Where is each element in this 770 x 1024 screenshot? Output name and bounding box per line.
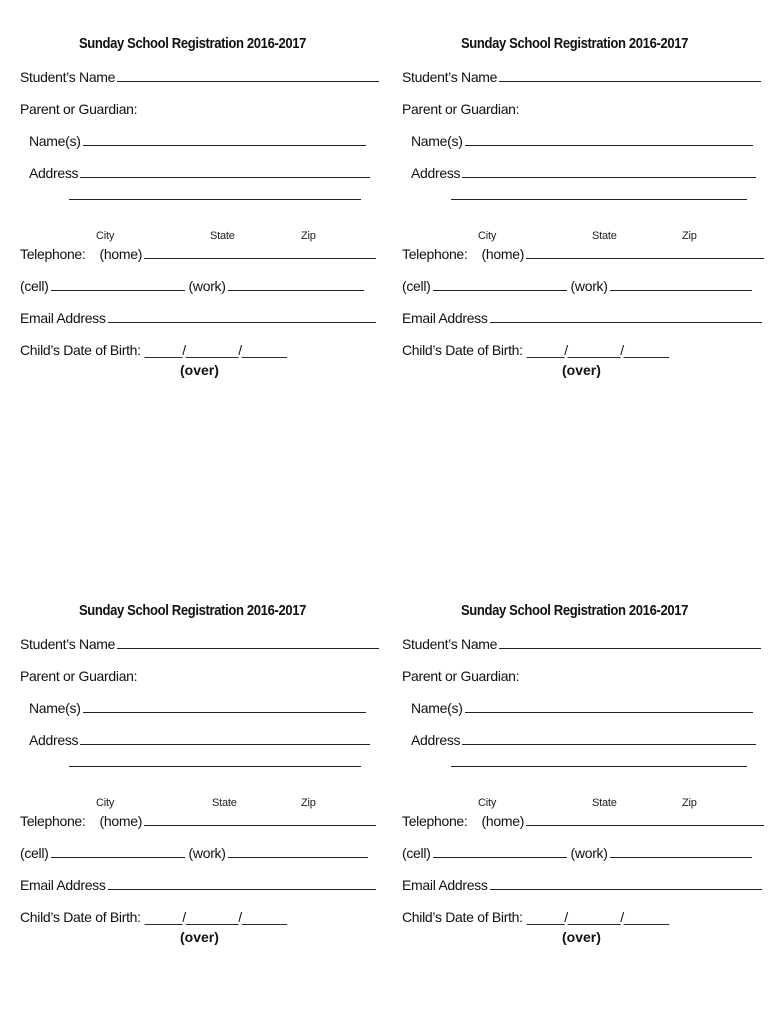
names-field[interactable] (465, 711, 753, 713)
email-field[interactable] (490, 321, 762, 323)
cell-phone-field[interactable] (51, 289, 185, 291)
address-field[interactable] (80, 176, 370, 178)
zip-caption: Zip (682, 797, 697, 809)
work-phone-field[interactable] (610, 289, 752, 291)
names-row (29, 700, 366, 716)
home-phone-field[interactable] (144, 824, 376, 826)
work-phone-field[interactable] (610, 856, 752, 858)
email-label: Email Address (20, 310, 106, 326)
names-row (411, 133, 753, 149)
over-note: (over) (180, 362, 219, 378)
student-name-row (402, 69, 761, 85)
city-caption: City (478, 230, 497, 242)
work-label: (work) (188, 278, 226, 294)
address-field[interactable] (462, 176, 756, 178)
dob-label: Child’s Date of Birth: (20, 342, 141, 358)
address-line-2-row (67, 765, 361, 770)
address-line-2-field[interactable] (69, 765, 361, 767)
work-label: (work) (188, 845, 226, 861)
email-label: Email Address (402, 310, 488, 326)
email-label: Email Address (20, 877, 106, 893)
student-name-label: Student’s Name (20, 69, 116, 85)
parent-guardian-label: Parent or Guardian: (402, 101, 520, 117)
dob-label: Child’s Date of Birth: (402, 909, 523, 925)
home-phone-field[interactable] (526, 824, 764, 826)
address-line-2-field[interactable] (451, 765, 747, 767)
address-row (29, 732, 370, 748)
state-caption: State (592, 230, 617, 242)
zip-caption: Zip (682, 230, 697, 242)
cell-phone-field[interactable] (51, 856, 185, 858)
work-label: (work) (570, 278, 608, 294)
address-line-2-row (449, 765, 747, 770)
names-label: Name(s) (29, 700, 81, 716)
student-name-field[interactable] (499, 647, 761, 649)
student-name-row (20, 69, 379, 85)
parent-guardian-label-row (402, 668, 519, 684)
over-note: (over) (562, 362, 601, 378)
address-field[interactable] (80, 743, 370, 745)
dob-label: Child’s Date of Birth: (402, 342, 523, 358)
cell-label: (cell) (20, 278, 49, 294)
parent-guardian-label: Parent or Guardian: (402, 668, 520, 684)
zip-caption: Zip (301, 797, 316, 809)
address-label: Address (411, 732, 461, 748)
cell-phone-field[interactable] (433, 856, 567, 858)
names-label: Name(s) (411, 700, 463, 716)
address-row (411, 165, 756, 181)
names-field[interactable] (83, 711, 366, 713)
form-title: Sunday School Registration 2016-2017 (460, 603, 689, 619)
names-row (411, 700, 753, 716)
work-label: (work) (570, 845, 608, 861)
student-name-label: Student’s Name (402, 69, 498, 85)
dob-row (402, 909, 669, 925)
dob-field[interactable]: _____/_______/______ (526, 909, 669, 925)
address-row (411, 732, 756, 748)
names-field[interactable] (83, 144, 366, 146)
student-name-field[interactable] (117, 647, 379, 649)
telephone-label: Telephone: (20, 246, 86, 262)
form-title: Sunday School Registration 2016-2017 (78, 603, 307, 619)
home-phone-field[interactable] (526, 257, 764, 259)
email-field[interactable] (108, 888, 376, 890)
telephone-label: Telephone: (402, 246, 468, 262)
home-label: (home) (481, 246, 525, 262)
names-row (29, 133, 366, 149)
student-name-row (402, 636, 761, 652)
address-line-2-row (449, 198, 747, 203)
state-caption: State (212, 797, 237, 809)
home-label: (home) (99, 813, 143, 829)
student-name-row (20, 636, 379, 652)
telephone-row (402, 246, 764, 262)
cell-work-row (20, 278, 364, 294)
telephone-label: Telephone: (402, 813, 468, 829)
cell-label: (cell) (402, 278, 431, 294)
address-field[interactable] (462, 743, 756, 745)
work-phone-field[interactable] (228, 289, 364, 291)
home-phone-field[interactable] (144, 257, 376, 259)
parent-guardian-label: Parent or Guardian: (20, 101, 138, 117)
telephone-row (20, 246, 376, 262)
cell-phone-field[interactable] (433, 289, 567, 291)
registration-form (20, 36, 365, 396)
work-phone-field[interactable] (228, 856, 368, 858)
email-label: Email Address (402, 877, 488, 893)
address-line-2-field[interactable] (69, 198, 361, 200)
names-label: Name(s) (29, 133, 81, 149)
parent-guardian-label-row (20, 668, 137, 684)
form-title: Sunday School Registration 2016-2017 (460, 36, 689, 52)
email-field[interactable] (108, 321, 376, 323)
cell-work-row (402, 278, 752, 294)
telephone-row (20, 813, 376, 829)
names-field[interactable] (465, 144, 753, 146)
dob-row (20, 342, 287, 358)
address-label: Address (411, 165, 461, 181)
parent-guardian-label-row (402, 101, 519, 117)
email-row (402, 310, 762, 326)
state-caption: State (210, 230, 235, 242)
address-label: Address (29, 165, 79, 181)
parent-guardian-label: Parent or Guardian: (20, 668, 138, 684)
email-row (20, 877, 376, 893)
cell-label: (cell) (20, 845, 49, 861)
student-name-label: Student’s Name (402, 636, 498, 652)
email-row (20, 310, 376, 326)
parent-guardian-label-row (20, 101, 137, 117)
dob-label: Child’s Date of Birth: (20, 909, 141, 925)
over-note: (over) (562, 929, 601, 945)
dob-row (20, 909, 287, 925)
names-label: Name(s) (411, 133, 463, 149)
student-name-label: Student’s Name (20, 636, 116, 652)
dob-field[interactable]: _____/_______/______ (526, 342, 669, 358)
over-note: (over) (180, 929, 219, 945)
address-line-2-field[interactable] (451, 198, 747, 200)
home-label: (home) (481, 813, 525, 829)
form-title: Sunday School Registration 2016-2017 (78, 36, 307, 52)
zip-caption: Zip (301, 230, 316, 242)
registration-form (402, 36, 747, 396)
city-caption: City (96, 797, 115, 809)
city-caption: City (96, 230, 115, 242)
cell-work-row (20, 845, 368, 861)
address-line-2-row (67, 198, 361, 203)
student-name-field[interactable] (499, 80, 761, 82)
telephone-row (402, 813, 764, 829)
email-row (402, 877, 762, 893)
cell-work-row (402, 845, 752, 861)
address-row (29, 165, 370, 181)
address-label: Address (29, 732, 79, 748)
registration-form (402, 603, 747, 963)
cell-label: (cell) (402, 845, 431, 861)
dob-field[interactable]: _____/_______/______ (144, 909, 287, 925)
state-caption: State (592, 797, 617, 809)
dob-field[interactable]: _____/_______/______ (144, 342, 287, 358)
city-caption: City (478, 797, 497, 809)
student-name-field[interactable] (117, 80, 379, 82)
dob-row (402, 342, 669, 358)
registration-form (20, 603, 365, 963)
home-label: (home) (99, 246, 143, 262)
telephone-label: Telephone: (20, 813, 86, 829)
email-field[interactable] (490, 888, 762, 890)
